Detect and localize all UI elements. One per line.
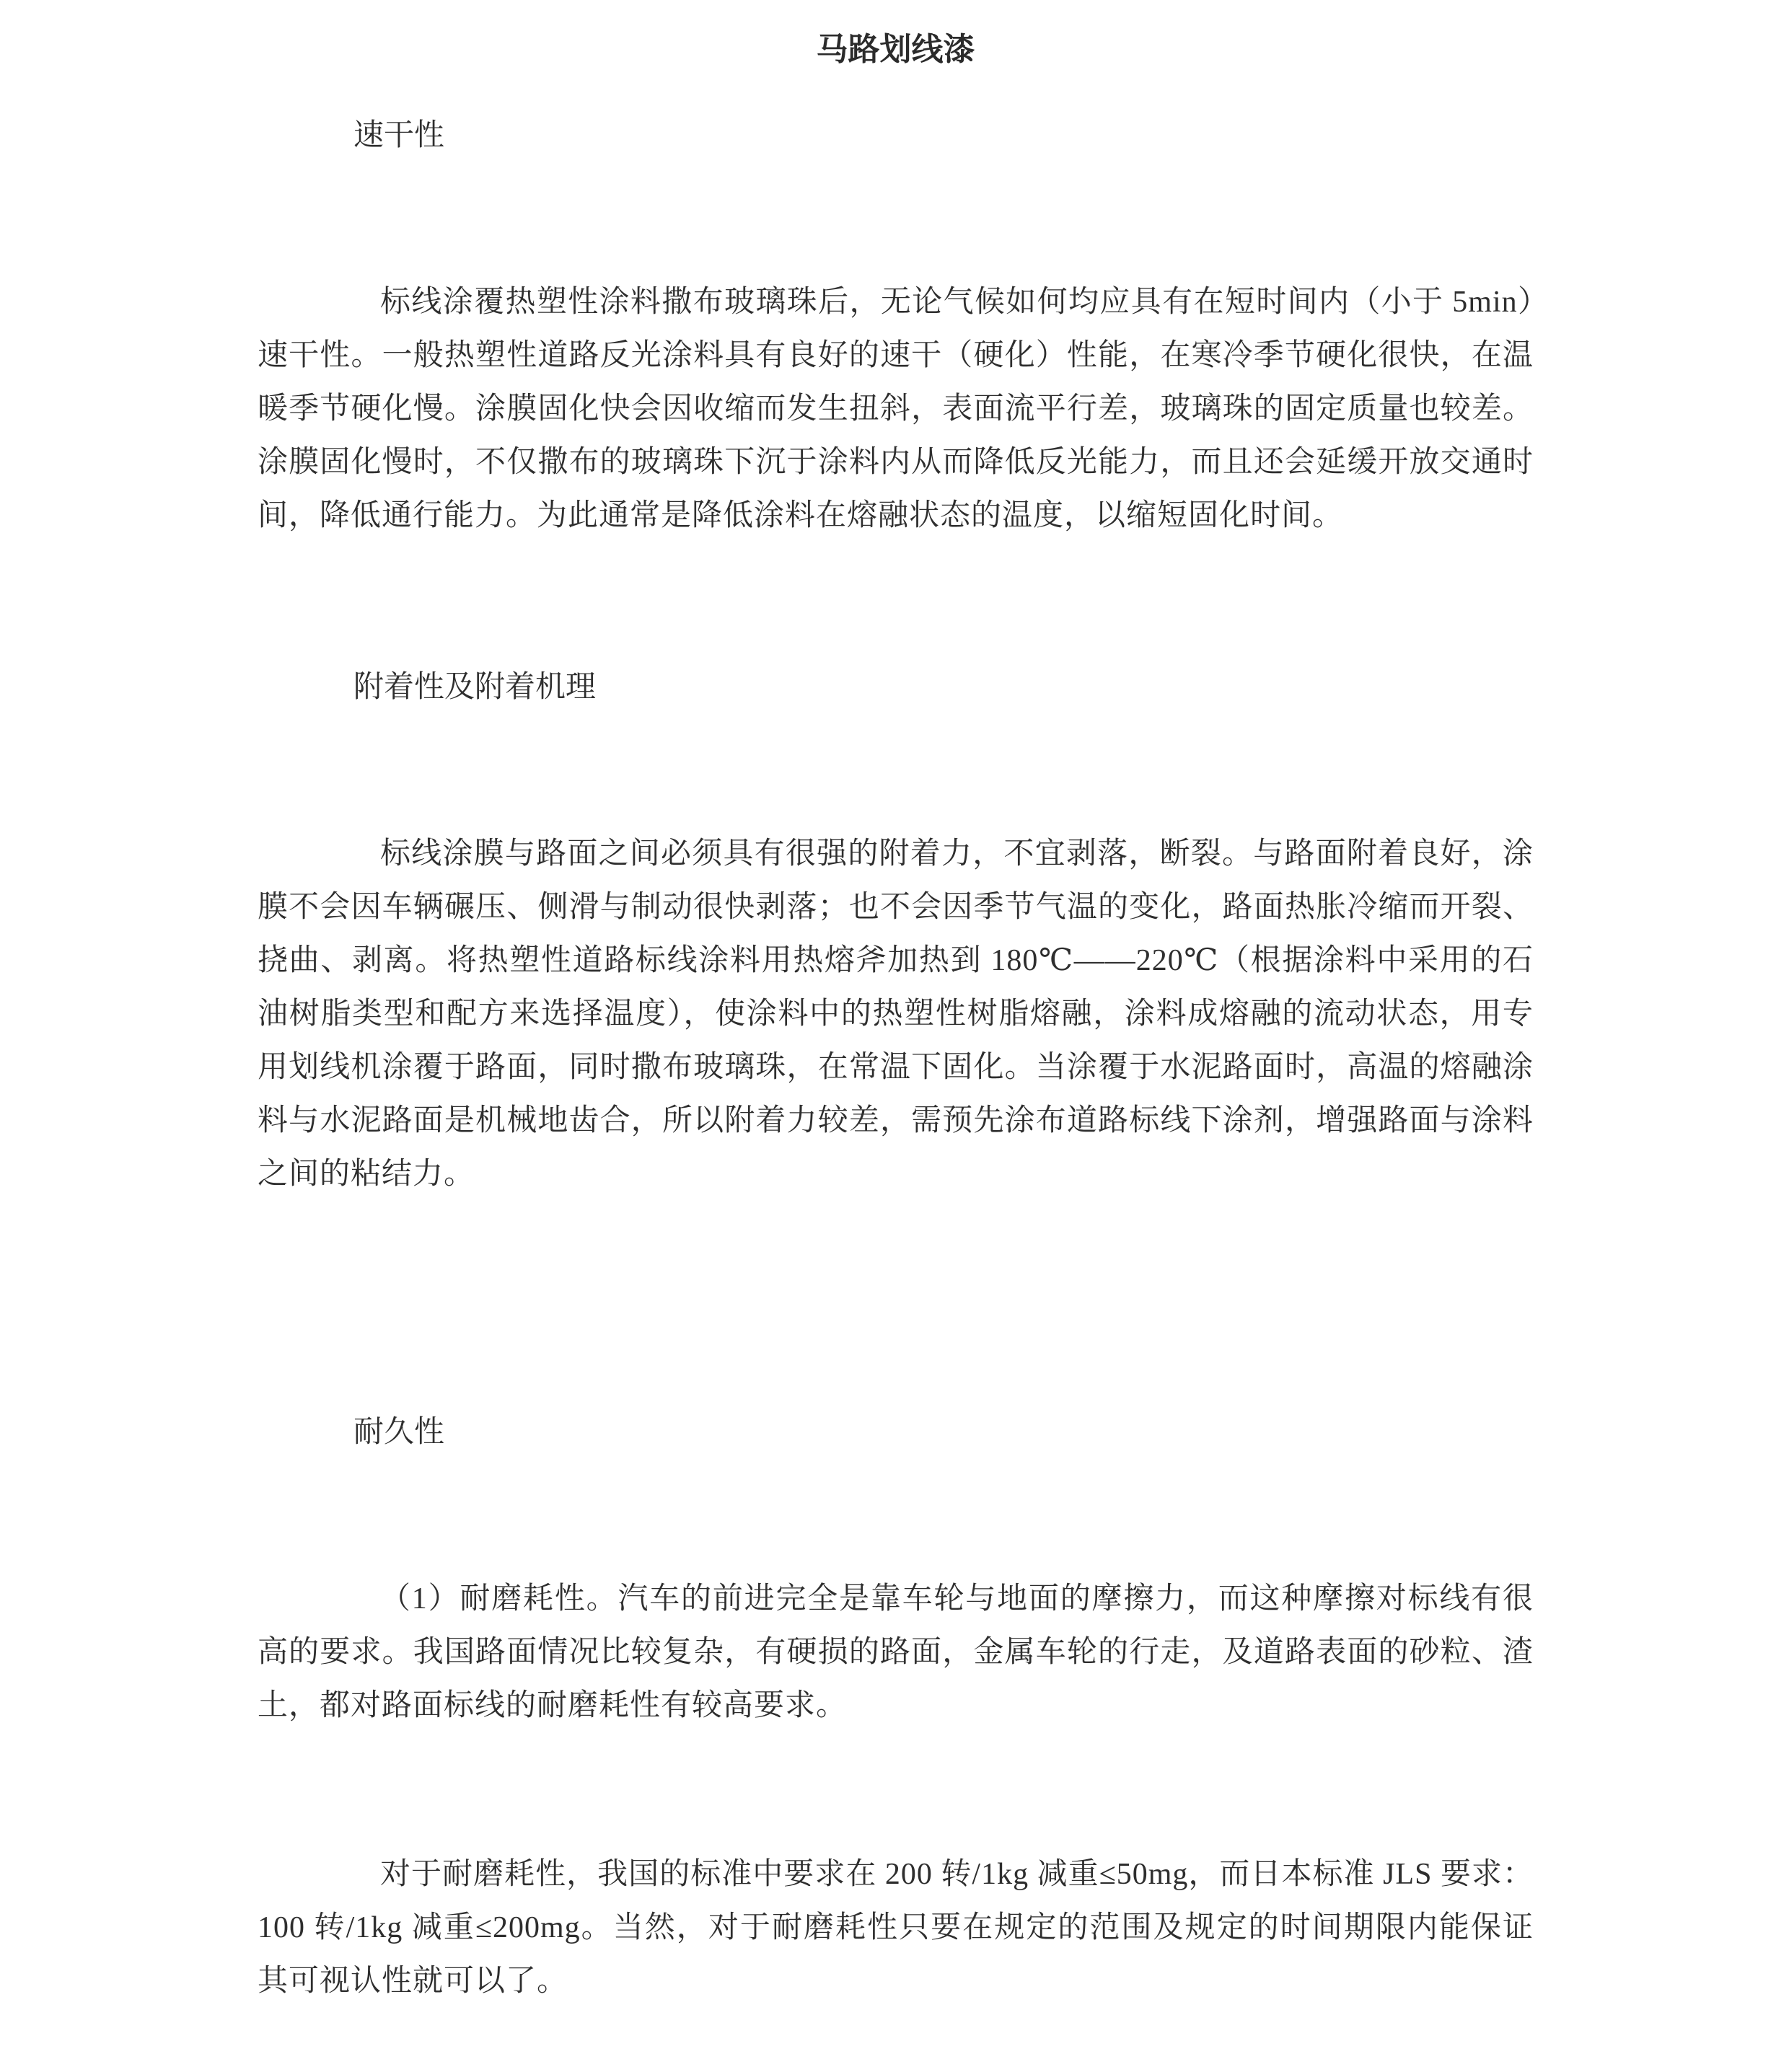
- document-page: [0, 27, 1789, 2072]
- section-heading-durability: 耐久性: [353, 1416, 445, 1449]
- page-title: 马路划线漆: [816, 32, 975, 67]
- section-heading-adhesion: 附着性及附着机理: [353, 671, 597, 704]
- paragraph-quick-drying: 标线涂覆热塑性涂料撒布玻璃珠后，无论气候如何均应具有在短时间内（小于 5min）速干性。一般热塑性道路反光涂料具有良好的速干（硬化）性能，在寒冷季节硬化很快，在温暖季节硬化慢。涂膜固化快会因收缩而发生扭斜，表面流平行差，玻璃珠的固定质量也较差。涂膜固化慢时，不仅撒布的玻璃珠下沉于涂料内从而降低反光能力，而且还会延缓开放交通时间，降低通行能力。为此通常是降低涂料在熔融状态的温度，以缩短固化时间。: [258, 286, 1534, 532]
- section-heading-quick-drying: 速干性: [353, 119, 445, 152]
- paragraph-abrasion-resistance: （1）耐磨耗性。汽车的前进完全是靠车轮与地面的摩擦力，而这种摩擦对标线有很高的要求。我国路面情况比较复杂，有硬损的路面，金属车轮的行走，及道路表面的砂粒、渣土，都对路面标线的耐磨耗性有较高要求。: [258, 1582, 1534, 1722]
- paragraph-abrasion-standards: 对于耐磨耗性，我国的标准中要求在 200 转/1kg 减重≤50mg，而日本标准 JLS 要求：100 转/1kg 减重≤200mg。当然，对于耐磨耗性只要在规定的范围及规定的时间期限内能保证其可视认性就可以了。: [258, 1858, 1534, 1998]
- paragraph-adhesion: 标线涂膜与路面之间必须具有很强的附着力，不宜剥落，断裂。与路面附着良好，涂膜不会因车辆碾压、侧滑与制动很快剥落；也不会因季节气温的变化，路面热胀冷缩而开裂、挠曲、剥离。将热塑性道路标线涂料用热熔斧加热到 180℃——220℃（根据涂料中采用的石油树脂类型和配方来选择温度），使涂料中的热塑性树脂熔融，涂料成熔融的流动状态，用专用划线机涂覆于路面，同时撒布玻璃珠，在常温下固化。当涂覆于水泥路面时，高温的熔融涂料与水泥路面是机械地齿合，所以附着力较差，需预先涂布道路标线下涂剂，增强路面与涂料之间的粘结力。: [258, 837, 1534, 1191]
